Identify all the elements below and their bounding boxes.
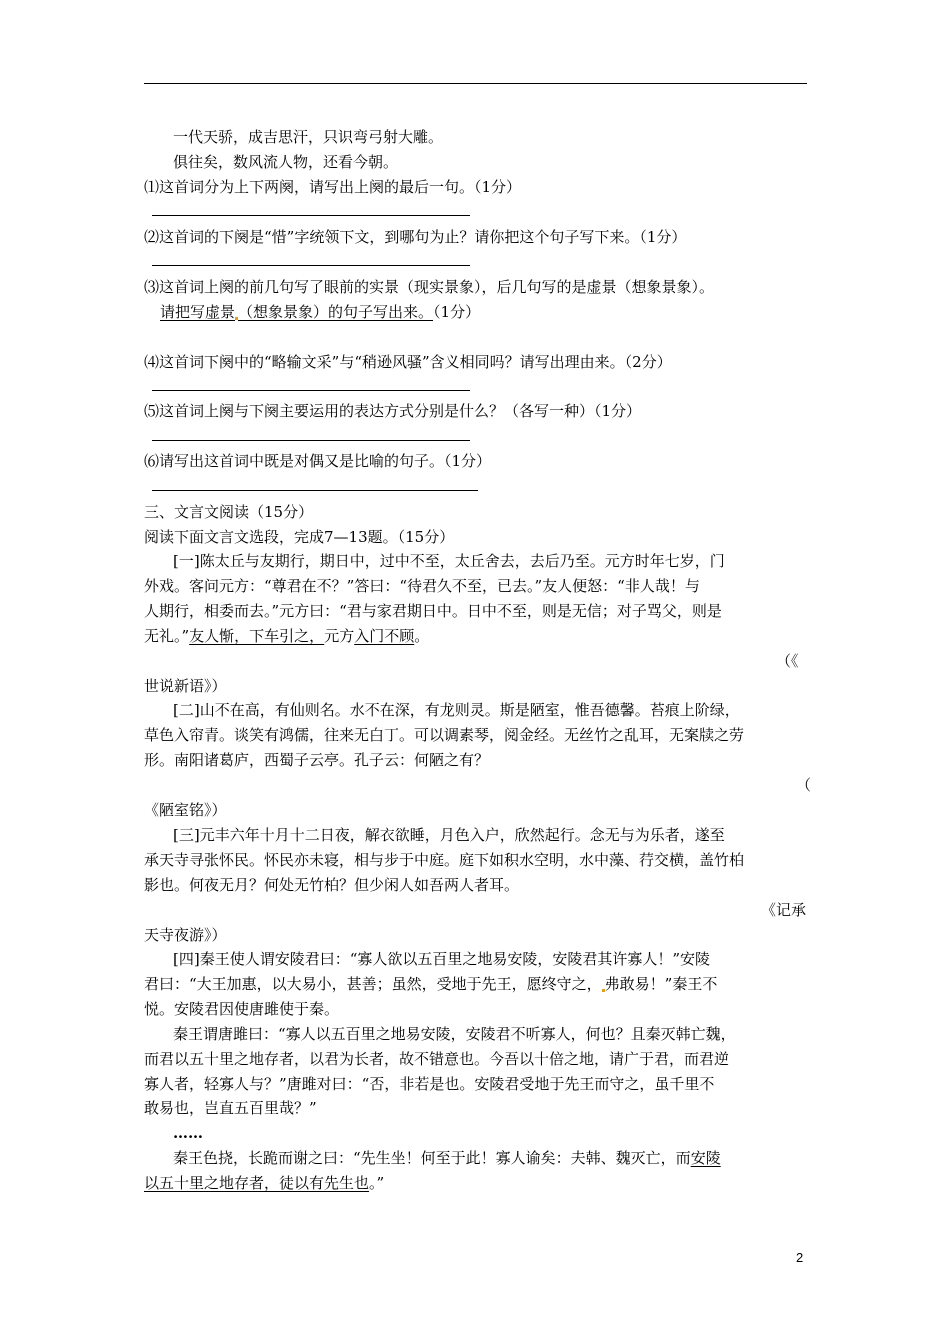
passage-3-line-1: [三]元丰六年十月十二日夜，解衣欲睡，月色入户，欣然起行。念无与为乐者，遂至 (173, 826, 725, 844)
question-2: ⑵这首词的下阕是“惜”字统领下文，到哪句为止？请你把这个句子写下来。（1分） (144, 228, 687, 246)
passage-4-line-4: 秦王谓唐雎曰：“寡人以五百里之地易安陵，安陵君不听寡人，何也？且秦灭韩亡魏， (173, 1025, 736, 1043)
passage-4-line-3: 悦。安陵君因使唐雎使于秦。 (144, 1000, 340, 1018)
answer-blank-2[interactable] (152, 265, 470, 266)
header-rule (144, 83, 807, 84)
passage-2-source-start: （ (796, 776, 812, 794)
passage-2-source: 《陋室铭》） (144, 801, 227, 819)
question-3-line-2 (160, 302, 480, 322)
answer-blank-5[interactable] (152, 440, 470, 441)
underlined-phrase: 入门不顾 (354, 627, 415, 645)
answer-blank-1[interactable] (152, 215, 470, 216)
passage-2-line-2: 草色入帘青。谈笑有鸿儒，往来无白丁。可以调素琴，阅金经。无丝竹之乱耳，无案牍之劳 (144, 726, 745, 744)
question-3-line-1: ⑶这首词上阕的前几句写了眼前的实景（现实景象），后几句写的是虚景（想象景象）。 (144, 278, 715, 296)
section-3-heading: 三、文言文阅读（15分） (144, 503, 314, 521)
passage-1-source: 世说新语》） (144, 677, 227, 695)
answer-blank-4[interactable] (152, 390, 470, 391)
question-3-score: （1分） (433, 303, 481, 321)
passage-4-line-6: 寡人者，轻寡人与？”唐雎对曰：“否，非若是也。安陵君受地于先王而守之，虽千里不 (144, 1075, 715, 1093)
passage-4-line-7: 敢易也，岂直五百里哉？” (144, 1099, 317, 1117)
passage-3-line-2: 承天寺寻张怀民。怀民亦未寝，相与步于中庭。庭下如积水空明，水中藻、荇交横，盖竹柏 (144, 851, 745, 869)
question-3-prompt: 请把写虚景 （想象景象）的句子写出来。 (160, 303, 434, 321)
passage-2-line-1: [二]山不在高，有仙则名。水不在深，有龙则灵。斯是陋室，惟吾德馨。苔痕上阶绿， (173, 701, 740, 719)
section-3-instruction: 阅读下面文言文选段，完成7—13题。（15分） (144, 528, 455, 546)
poem-line-2: 俱往矣，数风流人物，还看今朝。 (173, 153, 399, 171)
question-4: ⑷这首词下阕中的“略输文采”与“稍逊风骚”含义相同吗？请写出理由来。（2分） (144, 353, 672, 371)
passage-2-line-3: 形。南阳诸葛庐，西蜀子云亭。孔子云：何陋之有？ (144, 751, 490, 769)
passage-3-line-3: 影也。何夜无月？何处无竹柏？但少闲人如吾两人者耳。 (144, 876, 520, 894)
passage-3-source: 天寺夜游》） (144, 926, 227, 944)
underlined-phrase: 安陵 (690, 1149, 721, 1167)
underlined-sentence: 以五十里之地存者，徒以有先生也 (144, 1174, 370, 1192)
underlined-sentence: 友人惭，下车引之， (189, 627, 325, 645)
passage-4-line-8: 秦王色挠，长跪而谢之曰：“先生坐！何至于此！寡人谕矣：夫韩、魏灭亡，而安陵 (173, 1149, 721, 1167)
passage-4-line-2: 君曰：“大王加惠，以大易小，甚善；虽然，受地于先王，愿终守之， 弗敢易！”秦王不 (144, 975, 718, 993)
question-5: ⑸这首词上阕与下阕主要运用的表达方式分别是什么？（各写一种）（1分） (144, 402, 642, 420)
passage-1-line-4: 无礼。”友人惭，下车引之，元方入门不顾。 (144, 627, 430, 645)
question-1: ⑴这首词分为上下两阕，请写出上阕的最后一句。（1分） (144, 178, 522, 196)
passage-3-source-start: 《记承 (761, 901, 807, 919)
passage-1-line-2: 外戏。客问元方：“尊君在不？”答曰：“待君久不至，已去。”友人便怒：“非人哉！与 (144, 577, 700, 595)
passage-1-source-start: （《 (776, 652, 799, 670)
passage-4-line-1: [四]秦王使人谓安陵君曰：“寡人欲以五百里之地易安陵，安陵君其许寡人！”安陵 (173, 950, 711, 968)
passage-4-line-5: 而君以五十里之地存者，以君为长者，故不错意也。今吾以十倍之地，请广于君，而君逆 (144, 1050, 730, 1068)
passage-1-line-3: 人期行，相委而去。”元方曰：“君与家君期日中。日中不至，则是无信；对子骂父，则是 (144, 602, 722, 620)
ellipsis: …… (173, 1124, 203, 1142)
answer-blank-6[interactable] (152, 490, 478, 491)
passage-1-line-1: [一]陈太丘与友期行，期日中，过中不至，太丘舍去，去后乃至。元方时年七岁，门 (173, 552, 725, 570)
question-6: ⑹请写出这首词中既是对偶又是比喻的句子。（1分） (144, 452, 492, 470)
poem-line-1: 一代天骄，成吉思汗，只识弯弓射大雕。 (173, 128, 444, 146)
passage-4-line-9: 以五十里之地存者，徒以有先生也。” (144, 1174, 385, 1192)
page-number: 2 (796, 1250, 804, 1265)
